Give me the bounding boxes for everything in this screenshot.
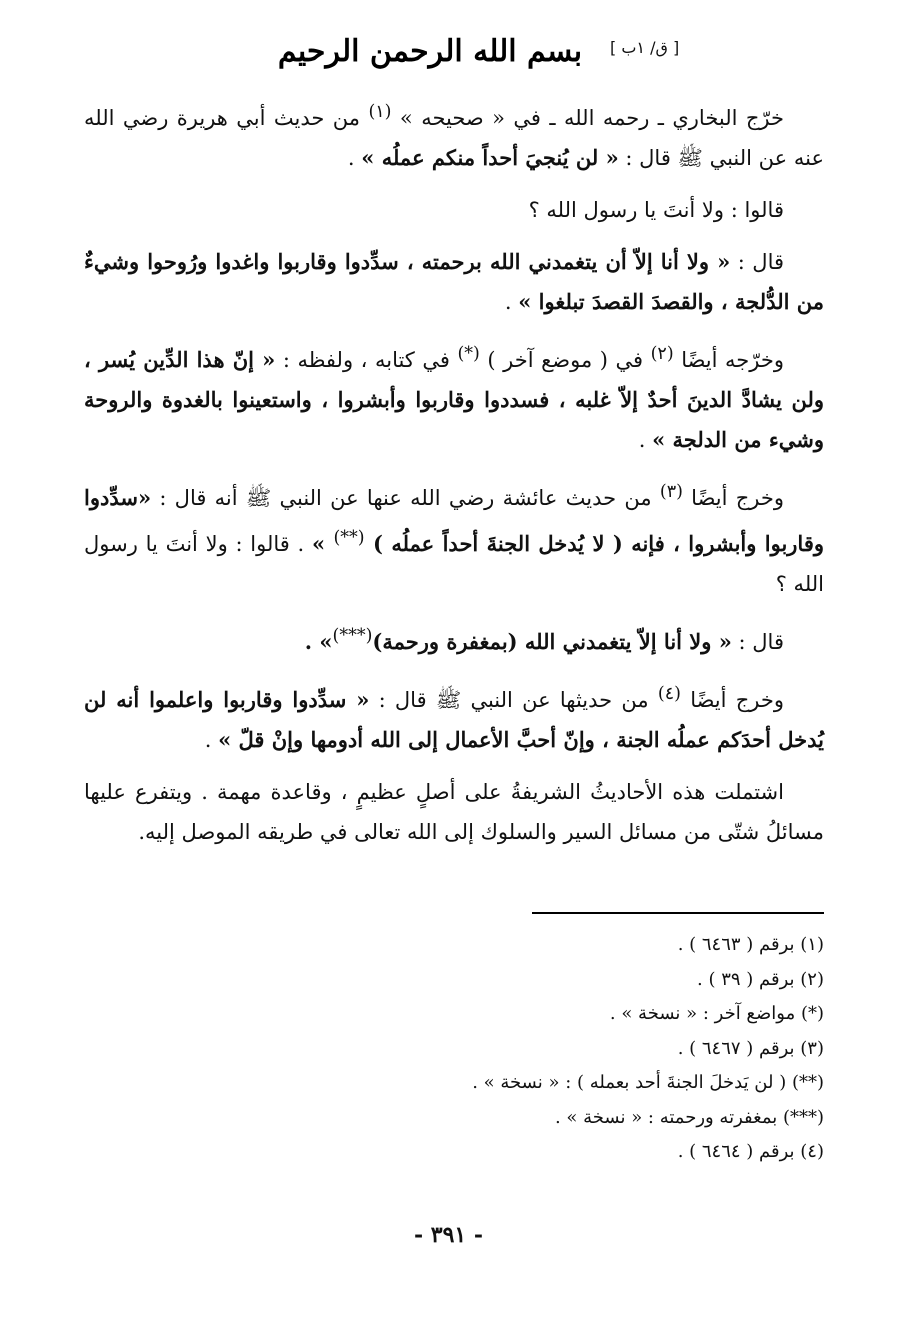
footnote-ref-2[interactable]: (٢) [650, 344, 674, 364]
footnote-1: (١) برقم ( ٦٤٦٣ ) . [677, 934, 824, 955]
footnote-double-star: (**) ( لن يَدخلَ الجنةَ أحد بعمله ) : « نسخة » . [472, 1072, 824, 1093]
hadith-quote: « ولا أنا إلاّ يتغمدني الله (بمغفرة ورحمة) [372, 629, 732, 654]
hadith-quote: « إنّ هذا الدِّين يُسر ، ولن يشادَّ الدينَ أحدٌ إلاّ غلبه ، فسددوا وقاربوا وأبشروا ، واستعينوا بالغدوة والروحة وشيء من الدلجة » [84, 347, 824, 452]
footnote-2: (٢) برقم ( ٣٩ ) . [697, 968, 824, 990]
paragraph-1: خرّج البخاري ـ رحمه الله ـ في « صحيحه » $^{(١)}$ من حديث أبي هريرة رضي الله عنه عن النبي ﷺ قال : « لن يُنجيَ أحداً منكم عملُه » . [84, 102, 824, 170]
footnote-triple-star: (***) بمغفرته ورحمته : « نسخة » . [554, 1106, 824, 1128]
footnote-ref-3[interactable]: (٣) [659, 482, 683, 502]
paragraph-6: قال : « ولا أنا إلاّ يتغمدني الله (بمغفرة ورحمة)(***)» . [304, 626, 784, 654]
hadith-quote: « ولا أنا إلاّ أن يتغمدني الله برحمته ، سدِّدوا وقاربوا واغدوا ورُوحوا وشيءٌ من الدُّلجة ، والقصدَ القصدَ تبلغوا » [84, 249, 824, 314]
paragraph-2: قالوا : ولا أنتَ يا رسول الله ؟ [528, 198, 784, 222]
footnote-ref-4[interactable]: (٤) [657, 684, 681, 704]
paragraph-7: وخرج أيضًا $^{(٤)}$ من حديثها عن النبي ﷺ قال : « سدِّدوا وقاربوا واعلموا أنه لن يُدخل أحدَكم عملُه الجنة ، وإنّ أحبَّ الأعمال إلى الله أدومها وإنْ قلّ » . [84, 684, 824, 752]
page-number: - ٣٩١ - [413, 1222, 484, 1248]
footnote-star: (*) مواضع آخر : « نسخة » . [609, 1003, 824, 1024]
footnotes [200, 928, 824, 1170]
paragraph-4: وخرّجه أيضًا $^{(٢)}$ في ( موضع آخر ) (*) في كتابه ، ولفظه : « إنّ هذا الدِّين يُسر ، ولن يشادَّ الدينَ أحدٌ إلاّ غلبه ، فسددوا وقاربوا وأبشروا ، واستعينوا بالغدوة والروحة وشيء من الدلجة » . [84, 344, 824, 452]
basmala-heading: بسم الله الرحمن الرحيم [277, 34, 583, 69]
hadith-quote: «سدِّدوا وقاربوا وأبشروا ، فإنه ( لا يُدخل الجنةَ أحداً عملُه ) [84, 485, 825, 556]
footnote-3: (٣) برقم ( ٦٤٦٧ ) . [677, 1037, 824, 1059]
footnote-ref-1[interactable]: (١) [368, 102, 392, 122]
footnote-ref-star[interactable]: (*) [457, 344, 480, 364]
footnote-4: (٤) برقم ( ٦٤٦٤ ) . [677, 1141, 824, 1162]
hadith-quote: « سدِّدوا وقاربوا واعلموا أنه لن يُدخل أحدَكم عملُه الجنة ، وإنّ أحبَّ الأعمال إلى الله أدومها وإنْ قلّ » [84, 687, 824, 752]
footnote-ref-triple-star[interactable]: (***) [332, 626, 373, 646]
main-text [84, 92, 824, 864]
paragraph-3: قال : « ولا أنا إلاّ أن يتغمدني الله برحمته ، سدِّدوا وقاربوا واغدوا ورُوحوا وشيءٌ من الدُّلجة ، والقصدَ القصدَ تبلغوا » . [84, 249, 824, 314]
folio-reference: [ ق/ ١ب ] [610, 38, 680, 57]
paragraph-8: اشتملت هذه الأحاديثُ الشريفةُ على أصلٍ عظيمٍ ، وقاعدة مهمة . ويتفرع عليها مسائلُ شتّى من مسائل السير والسلوك إلى الله تعالى في طريقه الموصل إليه. [84, 780, 824, 844]
footnote-separator [532, 912, 824, 914]
hadith-quote: « لن يُنجيَ أحداً منكم عملُه » [361, 145, 619, 170]
paragraph-5: وخرج أيضًا $^{(٣)}$ من حديث عائشة رضي الله عنها عن النبي ﷺ أنه قال : «سدِّدوا وقاربوا وأبشروا ، فإنه ( لا يُدخل الجنةَ أحداً عملُه ) (**) » . قالوا : ولا أنتَ يا رسول الله ؟ [84, 482, 825, 596]
footnote-ref-double-star[interactable]: (**) [333, 528, 365, 548]
